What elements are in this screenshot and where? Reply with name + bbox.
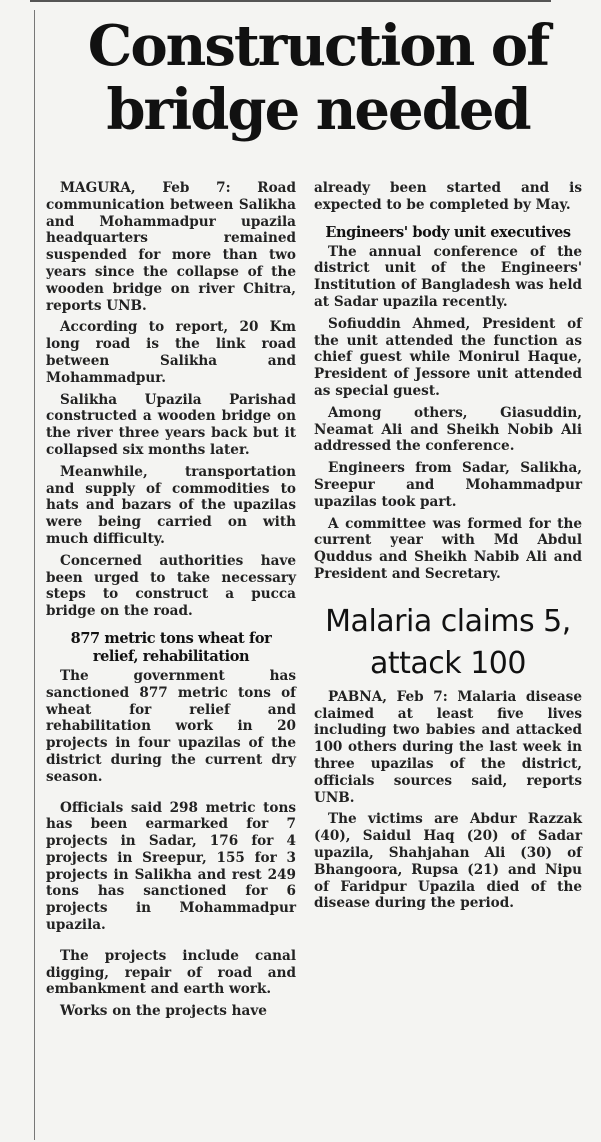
- article-paragraph: MAGURA, Feb 7: Road communication between Salikha and Mohammadpur upazila headquarters remained suspended for more than two years since the collapse of the wooden bridge on river Chitra, reports UNB.: [46, 180, 296, 314]
- article-paragraph: Among others, Giasuddin, Neamat Ali and Sheikh Nobib Ali addressed the conference.: [314, 404, 582, 455]
- left-column: [46, 180, 296, 1025]
- article-paragraph: Sofiuddin Ahmed, President of the unit attended the function as chief guest while Monirul Haque, President of Jessore unit attended as special guest.: [314, 315, 582, 399]
- article-paragraph: According to report, 20 Km long road is the link road between Salikha and Mohammadpur.: [46, 319, 296, 386]
- subhead-engineers: Engineers' body unit executives: [325, 223, 571, 241]
- column-rule: [34, 10, 35, 1140]
- article-paragraph: Salikha Upazila Parishad constructed a wooden bridge on the river three years back but it collapsed six months later.: [46, 391, 296, 458]
- right-column: [314, 180, 582, 917]
- headline: Construction of bridge needed: [87, 13, 549, 143]
- article-paragraph: The annual conference of the district unit of the Engineers' Institution of Bangladesh was held at Sadar upazila recently.: [314, 243, 582, 310]
- subhead-malaria: Malaria claims 5, attack 100: [325, 603, 571, 681]
- article-paragraph: already been started and is expected to be completed by May.: [314, 180, 582, 213]
- subhead-wheat: 877 metric tons wheat for relief, rehabilitation: [70, 629, 272, 665]
- article-paragraph: Concerned authorities have been urged to take necessary steps to construct a pucca bridge on the road.: [46, 552, 296, 620]
- top-rule: [30, 0, 551, 8]
- article-paragraph: The projects include canal digging, repair of road and embankment and earth work.: [46, 947, 296, 998]
- article-paragraph: The victims are Abdur Razzak (40), Saidul Haq (20) of Sadar upazila, Shahjahan Ali (30) of Bhangoora, Rupsa (21) and Nipu of Faridpur Upazila died of the disease during the period.: [314, 811, 582, 912]
- article-paragraph: Officials said 298 metric tons has been earmarked for 7 projects in Sadar, 176 for 4 projects in Sreepur, 155 for 3 projects in Salikha and rest 249 tons has sanctioned for 6 projects in Mohammadpur upazila.: [46, 799, 296, 934]
- article-paragraph: Engineers from Sadar, Salikha, Sreepur and Mohammadpur upazilas took part.: [314, 460, 582, 510]
- article-paragraph: The government has sanctioned 877 metric tons of wheat for relief and rehabilitation work in 20 projects in four upazilas of the district during the current dry season.: [46, 667, 296, 785]
- article-paragraph: A committee was formed for the current year with Md Abdul Quddus and Sheikh Nabib Ali and President and Secretary.: [314, 515, 582, 582]
- article-paragraph: Works on the projects have: [60, 1003, 267, 1020]
- article-paragraph: Meanwhile, transportation and supply of commodities to hats and bazars of the upazilas were being carried on with much difficulty.: [46, 463, 296, 547]
- article-paragraph: PABNA, Feb 7: Malaria disease claimed at least five lives including two babies and attacked 100 others during the last week in three upazilas of the district, officials sources said, reports UNB.: [314, 688, 582, 806]
